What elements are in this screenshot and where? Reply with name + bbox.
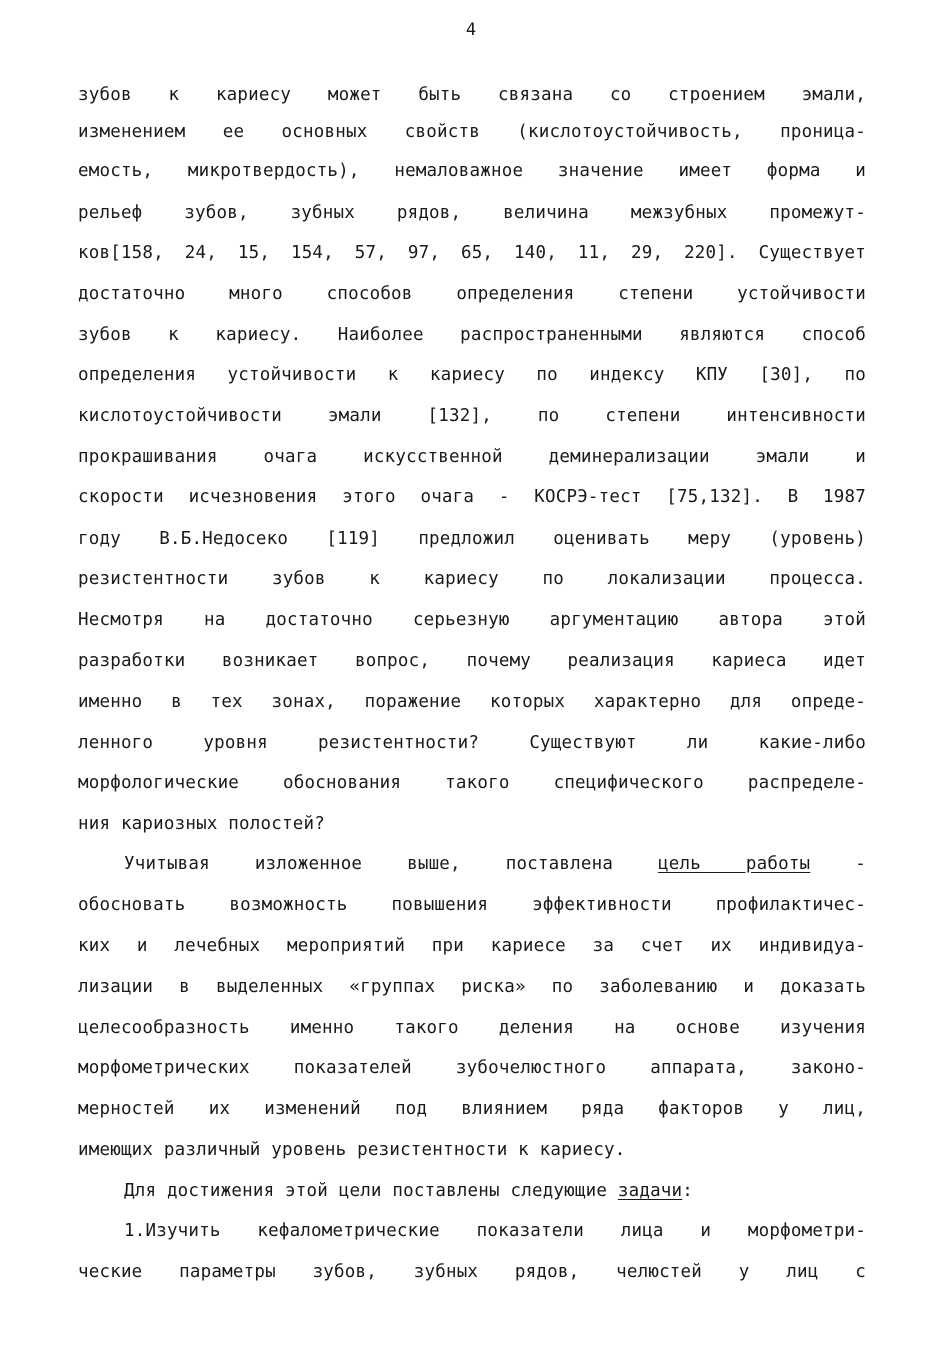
text-line: достаточно много способов определения степени устойчивости	[78, 284, 866, 304]
text-line: ких и лечебных мероприятий при кариесе за счет их индивидуа-	[78, 936, 866, 956]
text-line: резистентности зубов к кариесу по локализации процесса.	[78, 569, 866, 589]
text-line: морфологические обоснования такого специфического распределе-	[78, 773, 866, 793]
text-line: имеющих различный уровень резистентности к кариесу.	[78, 1140, 626, 1160]
text-line: лизации в выделенных «группах риска» по заболеванию и доказать	[78, 977, 866, 997]
tasks-intro-line	[124, 1178, 866, 1204]
goal-dash: -	[855, 854, 866, 874]
goal-paragraph-first-line	[124, 851, 866, 877]
text-line: зубов к кариесу может быть связана со строением эмали,	[78, 85, 866, 105]
text-line: емость, микротвердость), немаловажное значение имеет форма и	[78, 161, 866, 181]
text-line: зубов к кариесу. Наиболее распространенными являются способ	[78, 325, 866, 345]
text-line: кислотоустойчивости эмали [132], по степени интенсивности	[78, 406, 866, 426]
task-item-line: 1.Изучить кефалометрические показатели лица и морфометри-	[124, 1221, 866, 1241]
text-line: ния кариозных полостей?	[78, 814, 325, 834]
text-line: целесообразность именно такого деления на основе изучения	[78, 1018, 866, 1038]
text-line: морфометрических показателей зубочелюстного аппарата, законо-	[78, 1058, 866, 1078]
text-line: году В.Б.Недосеко [119] предложил оценивать меру (уровень)	[78, 529, 866, 549]
text-line: мерностей их изменений под влиянием ряда факторов у лиц,	[78, 1099, 866, 1119]
goal-underlined-term: цель работы	[658, 854, 811, 874]
goal-intro-text: Учитывая изложенное выше, поставлена	[124, 854, 614, 874]
text-line: ков[158, 24, 15, 154, 57, 97, 65, 140, 11, 29, 220]. Существует	[78, 243, 866, 263]
tasks-intro-text: Для достижения этой цели поставлены следующие	[124, 1181, 618, 1201]
page-number: 4	[465, 20, 477, 40]
text-line: ческие параметры зубов, зубных рядов, челюстей у лиц с	[78, 1262, 866, 1282]
text-line: определения устойчивости к кариесу по индексу КПУ [30], по	[78, 365, 866, 385]
text-line: Несмотря на достаточно серьезную аргументацию автора этой	[78, 610, 866, 630]
text-line: именно в тех зонах, поражение которых характерно для опреде-	[78, 692, 866, 712]
text-line: разработки возникает вопрос, почему реализация кариеса идет	[78, 651, 866, 671]
text-line: скорости исчезновения этого очага - КОСРЭ-тест [75,132]. В 1987	[78, 487, 866, 507]
text-line: обосновать возможность повышения эффективности профилактичес-	[78, 895, 866, 915]
text-line: изменением ее основных свойств (кислотоустойчивость, проница-	[78, 122, 866, 142]
text-line: прокрашивания очага искусственной деминерализации эмали и	[78, 447, 866, 467]
text-line: рельеф зубов, зубных рядов, величина межзубных промежут-	[78, 203, 866, 223]
text-line: ленного уровня резистентности? Существуют ли какие-либо	[78, 733, 866, 753]
tasks-underlined-term: задачи	[617, 1181, 683, 1201]
tasks-colon: :	[682, 1181, 694, 1201]
